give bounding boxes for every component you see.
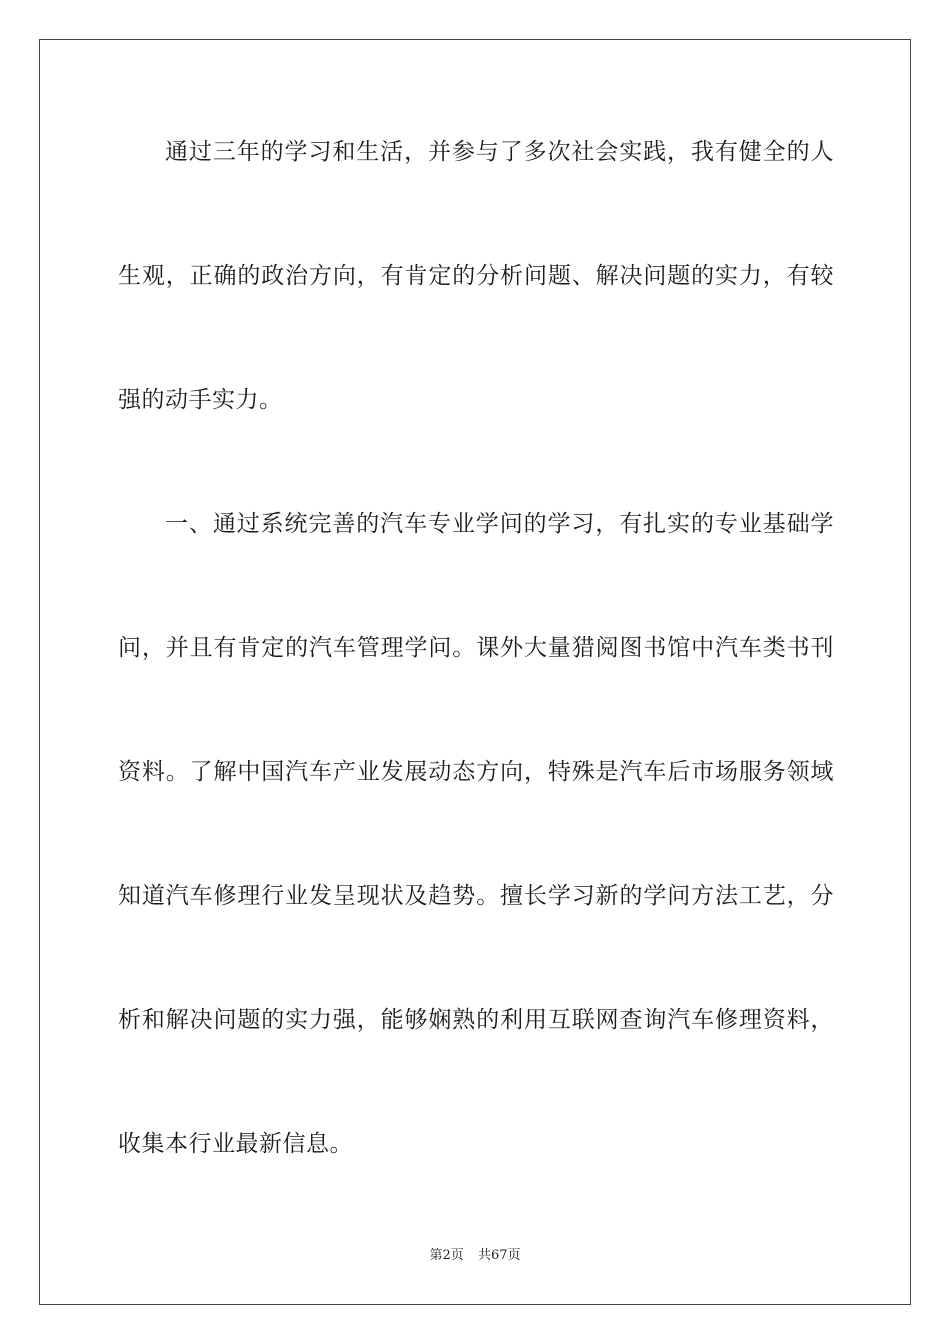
paragraph-2-line-6: 收集本行业最新信息。	[118, 1131, 353, 1157]
page-frame	[39, 39, 911, 1305]
paragraph-2-line-3: 资料。了解中国汽车产业发展动态方向，特殊是汽车后市场服务领域	[118, 759, 834, 785]
paragraph-1-line-2: 生观，正确的政治方向，有肯定的分析问题、解决问题的实力，有较	[118, 263, 834, 289]
paragraph-2-line-4: 知道汽车修理行业发呈现状及趋势。擅长学习新的学问方法工艺，分	[118, 883, 834, 909]
paragraph-1-line-3: 强的动手实力。	[118, 387, 283, 413]
paragraph-2-line-1: 一、通过系统完善的汽车专业学问的学习，有扎实的专业基础学	[165, 511, 834, 537]
paragraph-2-line-5: 析和解决问题的实力强，能够娴熟的利用互联网查询汽车修理资料，	[118, 1007, 834, 1033]
page-number: 第2页	[429, 1248, 464, 1263]
paragraph-1-line-1: 通过三年的学习和生活，并参与了多次社会实践，我有健全的人	[165, 139, 834, 165]
page-total: 共67页	[477, 1248, 521, 1263]
paragraph-2-line-2: 问，并且有肯定的汽车管理学问。课外大量猎阅图书馆中汽车类书刊	[118, 635, 834, 661]
page-footer	[0, 1248, 950, 1264]
